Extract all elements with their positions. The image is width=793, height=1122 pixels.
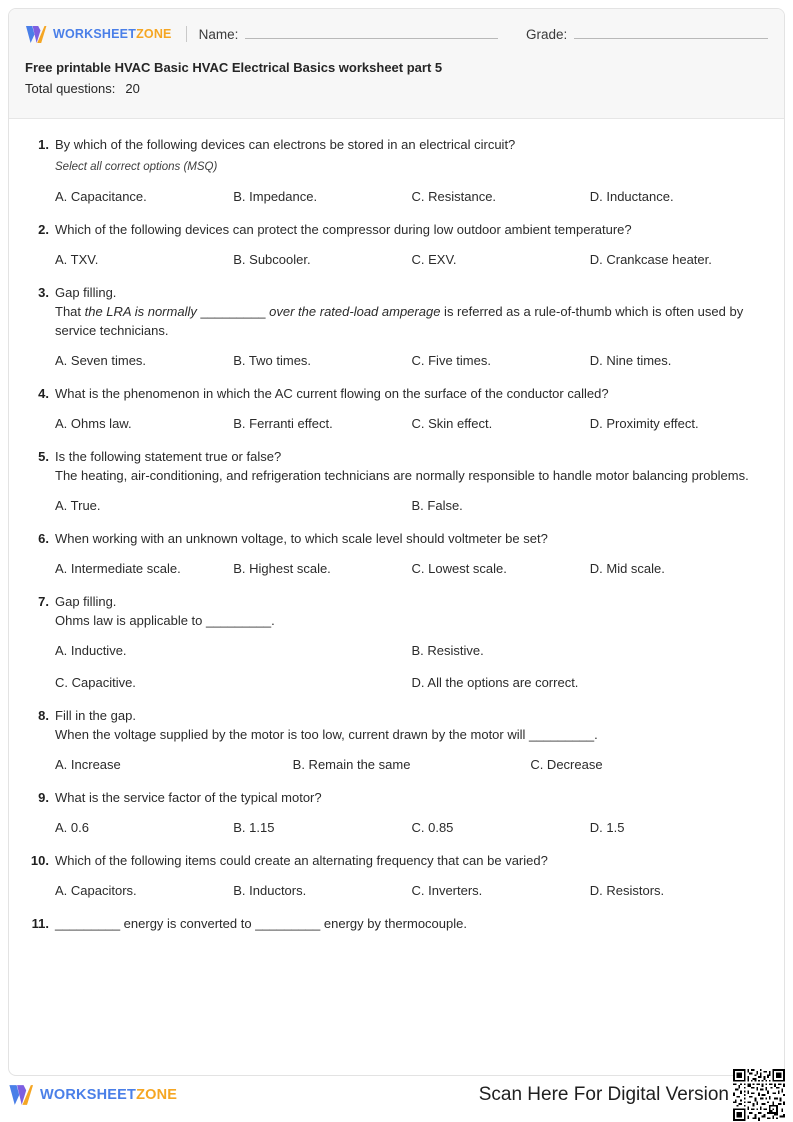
worksheetzone-w-logo-icon bbox=[8, 1084, 34, 1106]
worksheet-header bbox=[9, 9, 784, 119]
header-meta bbox=[9, 45, 784, 98]
name-field-label: Name: bbox=[198, 26, 239, 42]
question-body bbox=[55, 788, 768, 837]
question-number: 5. bbox=[38, 449, 49, 464]
question-item bbox=[25, 384, 768, 433]
question-text: By which of the following devices can electrons be stored in an electrical circuit? bbox=[55, 137, 516, 152]
footer-brand-logo-text bbox=[40, 1087, 177, 1103]
question-item bbox=[25, 851, 768, 900]
option-list bbox=[55, 414, 768, 433]
question-number: 11. bbox=[31, 916, 49, 931]
header-divider bbox=[186, 26, 187, 42]
question-number: 9. bbox=[38, 790, 49, 805]
worksheetzone-w-logo-icon bbox=[25, 25, 47, 44]
question-item bbox=[25, 529, 768, 578]
brand-logo-text bbox=[53, 27, 172, 41]
question-text: Which of the following devices can protect the compressor during low outdoor ambient temperature? bbox=[55, 222, 632, 237]
option-a[interactable]: A. Capacitance. bbox=[55, 189, 147, 204]
option-b[interactable]: B. Inductors. bbox=[233, 883, 307, 898]
option-d[interactable]: D. Resistors. bbox=[589, 883, 665, 898]
brand-logo bbox=[25, 25, 172, 44]
total-questions-label: Total questions: bbox=[25, 81, 116, 96]
footer-brand-name-zone: ZONE bbox=[136, 1087, 178, 1103]
option-d[interactable]: D. Nine times. bbox=[589, 353, 672, 368]
question-text-line2: When the voltage supplied by the motor is too low, current drawn by the motor will _________. bbox=[55, 727, 598, 742]
option-d[interactable]: D. Mid scale. bbox=[589, 561, 665, 576]
option-b[interactable]: B. Impedance. bbox=[233, 189, 318, 204]
option-b[interactable]: B. 1.15 bbox=[233, 820, 275, 835]
question-item bbox=[25, 788, 768, 837]
worksheet-footer bbox=[8, 1076, 785, 1114]
option-b[interactable]: B. Two times. bbox=[233, 353, 312, 368]
option-c[interactable]: C. 0.85 bbox=[411, 820, 454, 835]
option-list bbox=[55, 351, 768, 370]
option-list bbox=[55, 641, 768, 692]
option-c[interactable]: C. Resistance. bbox=[411, 189, 497, 204]
question-item bbox=[25, 135, 768, 206]
option-a[interactable]: A. Increase bbox=[55, 757, 121, 772]
option-a[interactable]: A. Inductive. bbox=[55, 643, 127, 658]
option-d[interactable]: D. Crankcase heater. bbox=[589, 252, 712, 267]
option-c[interactable]: C. Capacitive. bbox=[55, 675, 136, 690]
question-body bbox=[55, 283, 768, 370]
q3-emphasis-2: over the rated-load amperage bbox=[269, 304, 441, 319]
question-text: What is the service factor of the typical motor? bbox=[55, 790, 322, 805]
question-text-line2: The heating, air-conditioning, and refrigeration technicians are normally responsible to handle motor balancing problems. bbox=[55, 468, 749, 483]
question-item bbox=[25, 592, 768, 692]
option-b[interactable]: B. Remain the same bbox=[292, 757, 411, 772]
option-d[interactable]: D. Inductance. bbox=[589, 189, 674, 204]
question-body bbox=[55, 592, 768, 692]
scan-label: Scan Here For Digital Version bbox=[478, 1084, 729, 1105]
question-text: Gap filling. bbox=[55, 285, 117, 300]
question-body bbox=[55, 706, 768, 774]
question-body bbox=[55, 447, 768, 515]
q3-blank: _________ bbox=[196, 304, 270, 319]
question-item bbox=[25, 447, 768, 515]
option-c[interactable]: C. Five times. bbox=[411, 353, 491, 368]
option-a[interactable]: A. 0.6 bbox=[55, 820, 89, 835]
brand-name-zone: ZONE bbox=[136, 27, 172, 41]
question-number: 7. bbox=[38, 594, 49, 609]
question-text: Gap filling. bbox=[55, 594, 117, 609]
option-d[interactable]: D. All the options are correct. bbox=[411, 675, 579, 690]
grade-field-label: Grade: bbox=[526, 26, 568, 42]
q3-emphasis-1: the LRA is normally bbox=[84, 304, 197, 319]
option-c[interactable]: C. EXV. bbox=[411, 252, 457, 267]
grade-field[interactable] bbox=[526, 27, 768, 42]
q3-post: is referred as a rule-of-thumb which is often used by service technicians. bbox=[55, 304, 744, 338]
question-item bbox=[25, 283, 768, 370]
question-body bbox=[55, 914, 768, 933]
question-item bbox=[25, 706, 768, 774]
option-list bbox=[55, 818, 768, 837]
option-list bbox=[55, 881, 768, 900]
option-c[interactable]: C. Skin effect. bbox=[411, 416, 493, 431]
question-number: 1. bbox=[38, 137, 49, 152]
option-c[interactable]: C. Decrease bbox=[530, 757, 603, 772]
question-text-line2: Ohms law is applicable to _________. bbox=[55, 613, 275, 628]
total-questions bbox=[25, 80, 768, 98]
header-top-row bbox=[9, 9, 784, 45]
question-text: _________ energy is converted to _________ energy by thermocouple. bbox=[55, 916, 467, 931]
option-c[interactable]: C. Inverters. bbox=[411, 883, 483, 898]
option-list bbox=[55, 755, 768, 774]
qr-code-icon[interactable] bbox=[733, 1069, 785, 1121]
question-number: 10. bbox=[30, 853, 49, 868]
question-item bbox=[25, 914, 768, 933]
name-field-rule[interactable] bbox=[245, 27, 498, 39]
worksheet-title: Free printable HVAC Basic HVAC Electrical Basics worksheet part 5 bbox=[25, 60, 443, 75]
option-a[interactable]: A. Intermediate scale. bbox=[55, 561, 181, 576]
question-text: What is the phenomenon in which the AC current flowing on the surface of the conductor called? bbox=[55, 386, 609, 401]
option-list bbox=[55, 496, 768, 515]
total-questions-value: 20 bbox=[125, 81, 140, 96]
grade-field-rule[interactable] bbox=[574, 27, 768, 39]
q3-pre: That bbox=[55, 304, 85, 319]
worksheet-card bbox=[8, 8, 785, 1076]
question-note: Select all correct options (MSQ) bbox=[55, 161, 218, 173]
option-a[interactable]: A. True. bbox=[55, 498, 101, 513]
option-list bbox=[55, 250, 768, 269]
name-field[interactable] bbox=[199, 27, 498, 42]
option-list bbox=[55, 187, 768, 206]
question-number: 8. bbox=[38, 708, 49, 723]
question-number: 4. bbox=[38, 386, 49, 401]
option-b[interactable]: B. False. bbox=[411, 498, 463, 513]
option-b[interactable]: B. Ferranti effect. bbox=[233, 416, 333, 431]
question-text: Which of the following items could create an alternating frequency that can be varied? bbox=[55, 853, 548, 868]
question-text: Is the following statement true or false? bbox=[55, 449, 282, 464]
option-list bbox=[55, 559, 768, 578]
brand-name-worksheet: WORKSHEET bbox=[53, 27, 137, 41]
questions-list bbox=[9, 119, 784, 933]
option-b[interactable]: B. Subcooler. bbox=[233, 252, 311, 267]
option-a[interactable]: A. Ohms law. bbox=[55, 416, 132, 431]
option-d[interactable]: D. Proximity effect. bbox=[589, 416, 699, 431]
question-body bbox=[55, 851, 768, 900]
question-body bbox=[55, 529, 768, 578]
option-a[interactable]: A. Capacitors. bbox=[55, 883, 137, 898]
footer-scan-group bbox=[479, 1069, 785, 1121]
footer-brand-name-worksheet: WORKSHEET bbox=[40, 1087, 137, 1103]
option-a[interactable]: A. Seven times. bbox=[55, 353, 147, 368]
question-number: 3. bbox=[38, 285, 49, 300]
option-c[interactable]: C. Lowest scale. bbox=[411, 561, 507, 576]
question-number: 2. bbox=[38, 222, 49, 237]
option-a[interactable]: A. TXV. bbox=[55, 252, 99, 267]
footer-brand-logo bbox=[8, 1084, 177, 1106]
question-body bbox=[55, 220, 768, 269]
question-item bbox=[25, 220, 768, 269]
question-body bbox=[55, 384, 768, 433]
question-text: When working with an unknown voltage, to which scale level should voltmeter be set? bbox=[55, 531, 548, 546]
question-text: Fill in the gap. bbox=[55, 708, 136, 723]
option-b[interactable]: B. Resistive. bbox=[411, 643, 484, 658]
question-number: 6. bbox=[38, 531, 49, 546]
option-b[interactable]: B. Highest scale. bbox=[233, 561, 331, 576]
question-text-line2 bbox=[55, 302, 768, 340]
option-d[interactable]: D. 1.5 bbox=[589, 820, 625, 835]
question-body bbox=[55, 135, 768, 206]
